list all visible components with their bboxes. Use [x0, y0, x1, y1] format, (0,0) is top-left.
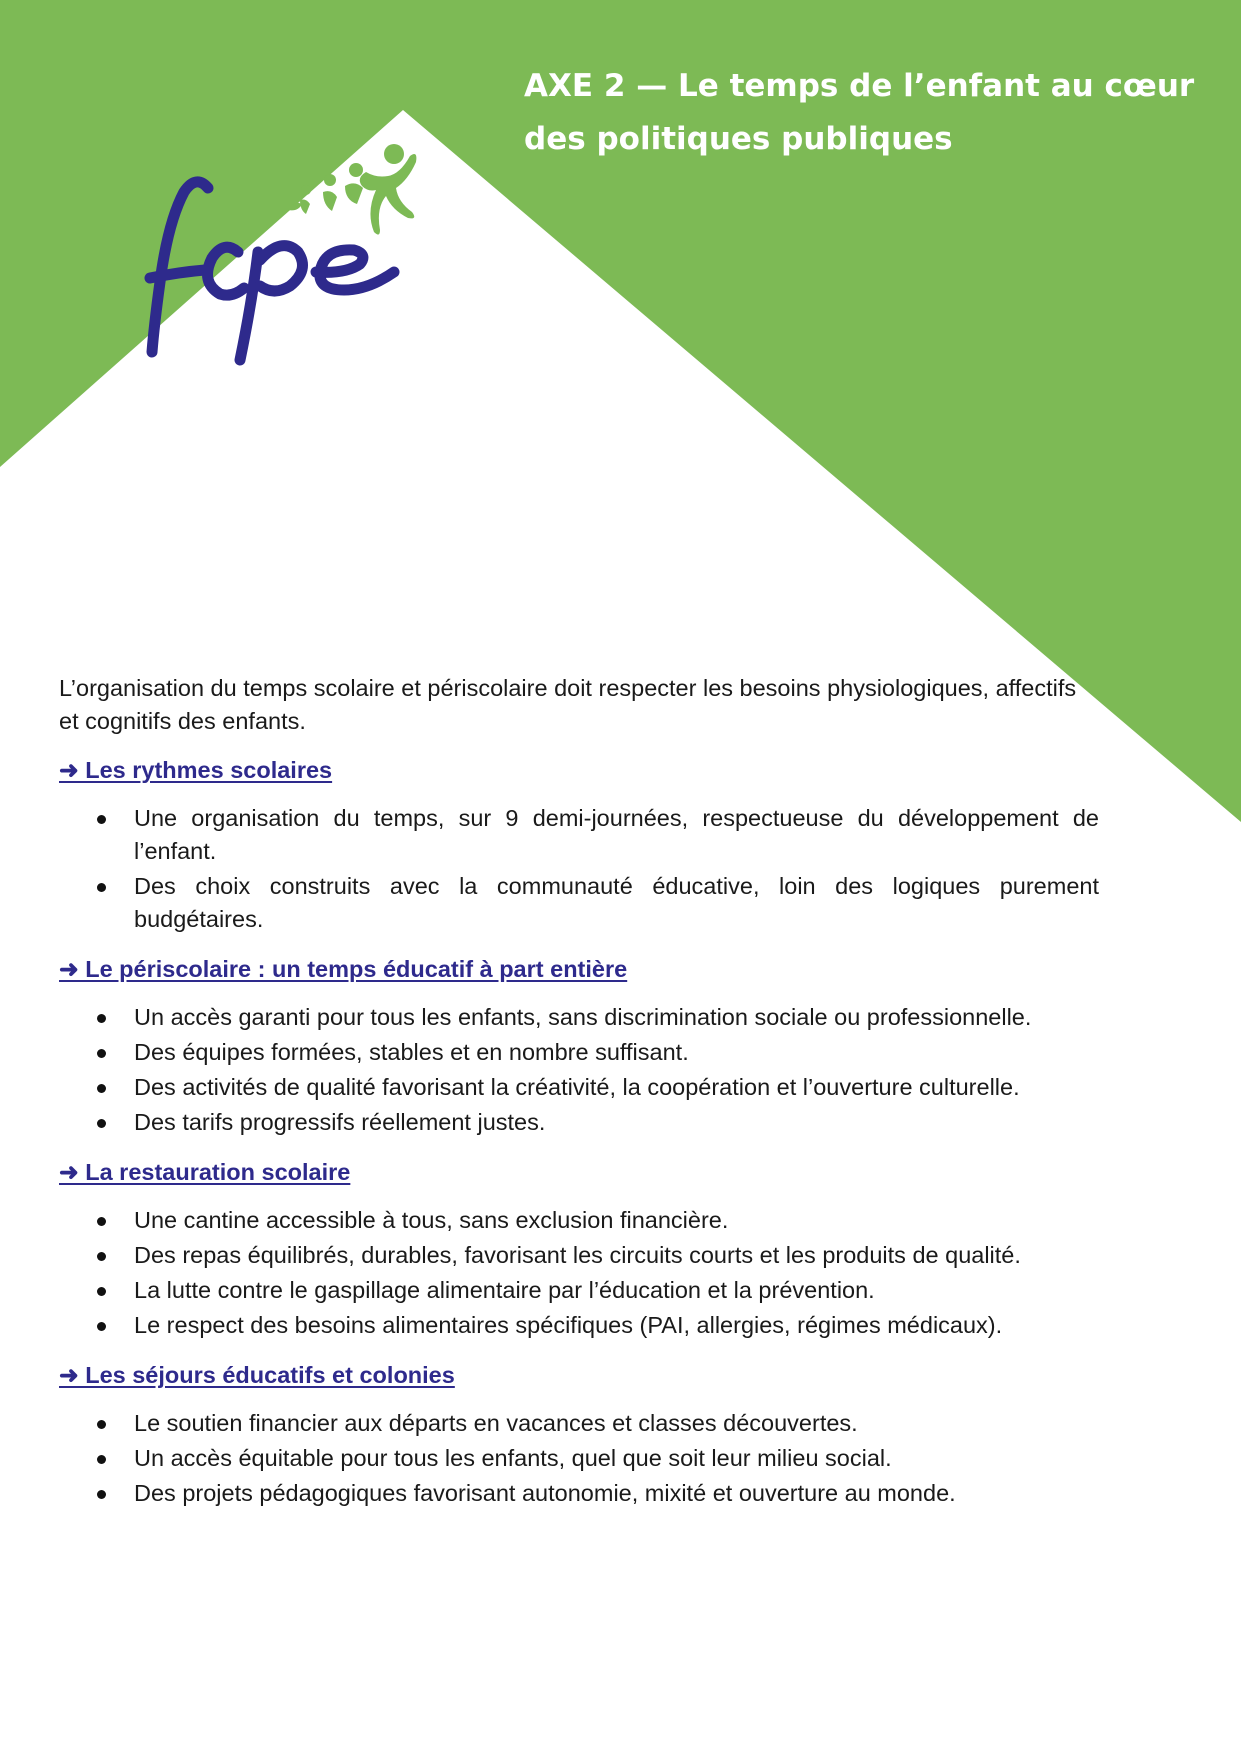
list-item: [59, 1036, 1099, 1069]
bullet-icon: [97, 1455, 106, 1464]
list-item-text: Des équipes formées, stables et en nombre suffisant.: [134, 1039, 689, 1065]
list-item: [59, 1071, 1099, 1104]
section-periscolaire: [59, 953, 1099, 1139]
bullet-icon: [97, 1084, 106, 1093]
bullet-icon: [97, 1287, 106, 1296]
section-heading: ➜ La restauration scolaire: [59, 1159, 351, 1185]
bullet-icon: [97, 883, 106, 892]
list-item-text: Le soutien financier aux départs en vacances et classes découvertes.: [134, 1410, 858, 1436]
bullet-list: [59, 1001, 1099, 1139]
intro-paragraph: L’organisation du temps scolaire et périscolaire doit respecter les besoins physiologiques, affectifs et cognitifs des enfants.: [59, 675, 1077, 734]
section-heading: ➜ Le périscolaire : un temps éducatif à part entière: [59, 956, 628, 982]
list-item: [59, 1477, 1099, 1510]
bullet-icon: [97, 1322, 106, 1331]
bullet-list: [59, 802, 1099, 936]
bullet-icon: [97, 1119, 106, 1128]
section-sejours-educatifs: [59, 1359, 1099, 1510]
list-item-text: Des projets pédagogiques favorisant autonomie, mixité et ouverture au monde.: [134, 1480, 956, 1506]
list-item-text: Des repas équilibrés, durables, favorisant les circuits courts et les produits de qualité.: [134, 1242, 1021, 1268]
bullet-icon: [97, 1420, 106, 1429]
bullet-icon: [97, 1217, 106, 1226]
bullet-icon: [97, 815, 106, 824]
list-item-text: Une organisation du temps, sur 9 demi-journées, respectueuse du développement de l’enfant.: [134, 805, 1099, 864]
list-item-text: La lutte contre le gaspillage alimentaire par l’éducation et la prévention.: [134, 1277, 875, 1303]
list-item-text: Une cantine accessible à tous, sans exclusion financière.: [134, 1207, 729, 1233]
list-item-text: Des choix construits avec la communauté éducative, loin des logiques purement budgétaires.: [134, 873, 1099, 932]
bullet-icon: [97, 1490, 106, 1499]
list-item: [59, 1106, 1099, 1139]
children-figures-icon: [288, 144, 416, 235]
bullet-icon: [97, 1049, 106, 1058]
list-item: [59, 870, 1099, 936]
list-item: [59, 1442, 1099, 1475]
list-item-text: Un accès équitable pour tous les enfants, quel que soit leur milieu social.: [134, 1445, 892, 1471]
list-item-text: Un accès garanti pour tous les enfants, sans discrimination sociale ou professionnelle.: [134, 1004, 1032, 1030]
list-item: [59, 802, 1099, 868]
list-item: [59, 1274, 1099, 1307]
main-content: [59, 672, 1099, 1527]
list-item: [59, 1204, 1099, 1237]
list-item-text: Des activités de qualité favorisant la créativité, la coopération et l’ouverture culturelle.: [134, 1074, 1020, 1100]
list-item-text: Des tarifs progressifs réellement justes.: [134, 1109, 546, 1135]
section-rythmes-scolaires: [59, 754, 1099, 936]
section-heading: ➜ Les séjours éducatifs et colonies: [59, 1362, 455, 1388]
list-item-text: Le respect des besoins alimentaires spécifiques (PAI, allergies, régimes médicaux).: [134, 1312, 1003, 1338]
bullet-icon: [97, 1014, 106, 1023]
section-heading: ➜ Les rythmes scolaires: [59, 757, 333, 783]
bullet-icon: [97, 1252, 106, 1261]
list-item: [59, 1001, 1099, 1034]
page-title: AXE 2 — Le temps de l’enfant au cœur des politiques publiques: [524, 68, 1195, 157]
fcpe-logo: [130, 140, 450, 380]
list-item: [59, 1407, 1099, 1440]
bullet-list: [59, 1204, 1099, 1342]
list-item: [59, 1309, 1099, 1342]
bullet-list: [59, 1407, 1099, 1510]
list-item: [59, 1239, 1099, 1272]
section-restauration-scolaire: [59, 1156, 1099, 1342]
fcpe-wordmark: [150, 182, 394, 360]
